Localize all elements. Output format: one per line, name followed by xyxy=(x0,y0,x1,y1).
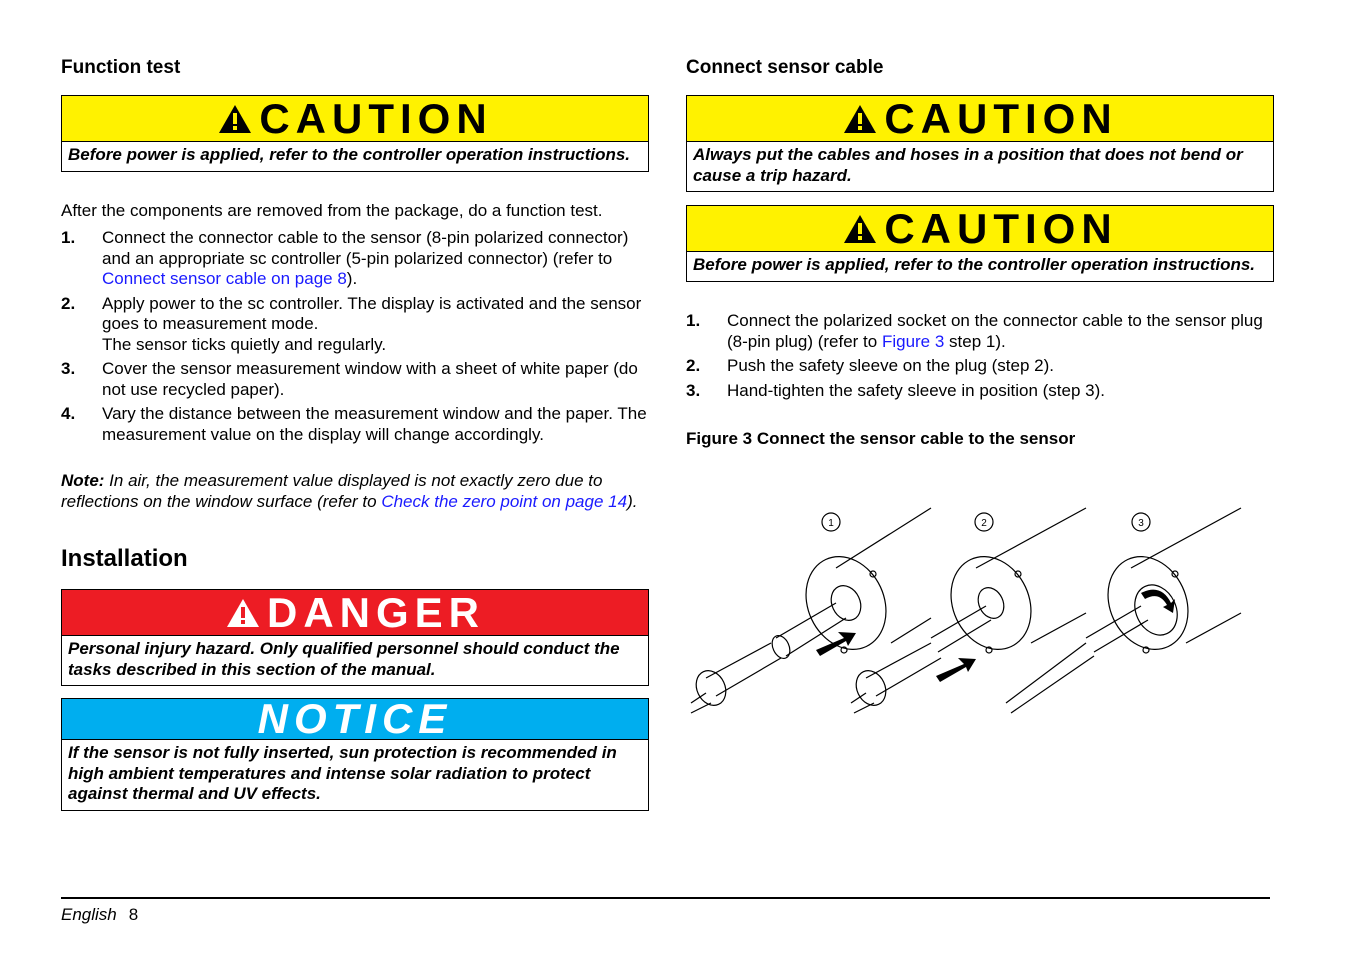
figure-3-link[interactable]: Figure 3 xyxy=(881,331,945,351)
list-item: 4. Vary the distance between the measurement window and the paper. The measurement value on the display will change accordingly. xyxy=(61,404,647,444)
step-number: 2. xyxy=(686,356,701,375)
caution-signal-word: CAUTION xyxy=(259,95,493,142)
warning-triangle-icon xyxy=(842,103,878,135)
list-item: 2. Apply power to the sc controller. The display is activated and the sensor goes to measurement mode. The sensor ticks quietly and regularly. xyxy=(61,293,642,354)
list-item: 2. Push the safety sleeve on the plug (step 2). xyxy=(686,356,1054,375)
page-footer xyxy=(61,905,138,925)
warning-triangle-icon xyxy=(225,597,261,629)
step-number: 1. xyxy=(686,311,701,330)
callout-3: 3 xyxy=(1138,518,1144,529)
caution-text: Before power is applied, refer to the controller operation instructions. xyxy=(693,255,1256,274)
warning-triangle-icon xyxy=(842,213,878,245)
zero-point-note: Note: In air, the measurement value displayed is not exactly zero due to reflections on the window surface (refer to Check the zero point on page 14). xyxy=(61,471,638,511)
caution-header xyxy=(687,96,1273,142)
push-arrow-icon xyxy=(816,632,856,656)
step-number: 2. xyxy=(61,293,76,313)
step-number: 3. xyxy=(686,380,701,400)
installation-heading: Installation xyxy=(61,545,188,572)
danger-signal-word: DANGER xyxy=(266,589,485,636)
caution-box-controller xyxy=(61,95,649,172)
caution-signal-word: CAUTION xyxy=(884,95,1118,142)
footer-rule xyxy=(61,897,1270,899)
function-test-intro: After the components are removed from the package, do a function test. xyxy=(61,201,603,220)
step-1-drawing xyxy=(691,508,931,713)
notice-text: If the sensor is not fully inserted, sun protection is recommended in high ambient temperatures and intense solar radiation to protect against thermal and UV effects. xyxy=(68,743,617,803)
footer-language: English xyxy=(61,905,117,924)
step-3-drawing xyxy=(1006,508,1241,713)
caution-header xyxy=(62,96,648,142)
warning-triangle-icon xyxy=(217,103,253,135)
function-test-steps xyxy=(61,228,647,449)
notice-header xyxy=(62,695,648,742)
list-item: 3. Hand-tighten the safety sleeve in position (step 3). xyxy=(686,380,1105,400)
caution-box-controller xyxy=(686,205,1274,282)
page-number: 8 xyxy=(128,905,139,924)
step-number: 4. xyxy=(61,404,76,423)
rotate-arrow-icon xyxy=(1141,590,1175,613)
notice-box xyxy=(61,695,649,811)
check-zero-point-link[interactable]: Check the zero point on page 14 xyxy=(381,491,628,511)
caution-header xyxy=(687,206,1273,252)
caution-text: Always put the cables and hoses in a position that does not bend or cause a trip hazard. xyxy=(693,145,1243,185)
function-test-heading: Function test xyxy=(61,57,181,78)
connect-cable-steps xyxy=(686,311,1272,405)
step-number: 3. xyxy=(61,359,76,378)
push-arrow-icon xyxy=(936,658,976,682)
danger-box xyxy=(61,589,649,686)
callout-1: 1 xyxy=(828,518,834,529)
caution-signal-word: CAUTION xyxy=(884,205,1118,252)
caution-text: Before power is applied, refer to the controller operation instructions. xyxy=(68,145,631,164)
danger-text: Personal injury hazard. Only qualified personnel should conduct the tasks described in this section of the manual. xyxy=(68,639,620,679)
list-item: 3. Cover the sensor measurement window with a sheet of white paper (do not use recycled paper). xyxy=(61,359,638,399)
step-number: 1. xyxy=(61,228,76,247)
figure-caption: Figure 3 Connect the sensor cable to the sensor xyxy=(686,429,1076,448)
connect-sensor-cable-heading: Connect sensor cable xyxy=(686,57,884,78)
notice-signal-word: NOTICE xyxy=(257,695,453,742)
list-item: 1. Connect the connector cable to the sensor (8-pin polarized connector) and an appropriate sc controller (5-pin polarized connector) (refer to Connect sensor cable on page 8). xyxy=(61,228,629,288)
sensor-cable-illustration xyxy=(686,478,1251,718)
connect-sensor-cable-link[interactable]: Connect sensor cable on page 8 xyxy=(102,269,347,288)
list-item: 1. Connect the polarized socket on the connector cable to the sensor plug (8-pin plug) (refer to Figure 3 step 1). xyxy=(686,311,1263,351)
danger-header xyxy=(62,590,648,636)
callout-2: 2 xyxy=(981,518,987,529)
caution-box-cables xyxy=(686,95,1274,192)
